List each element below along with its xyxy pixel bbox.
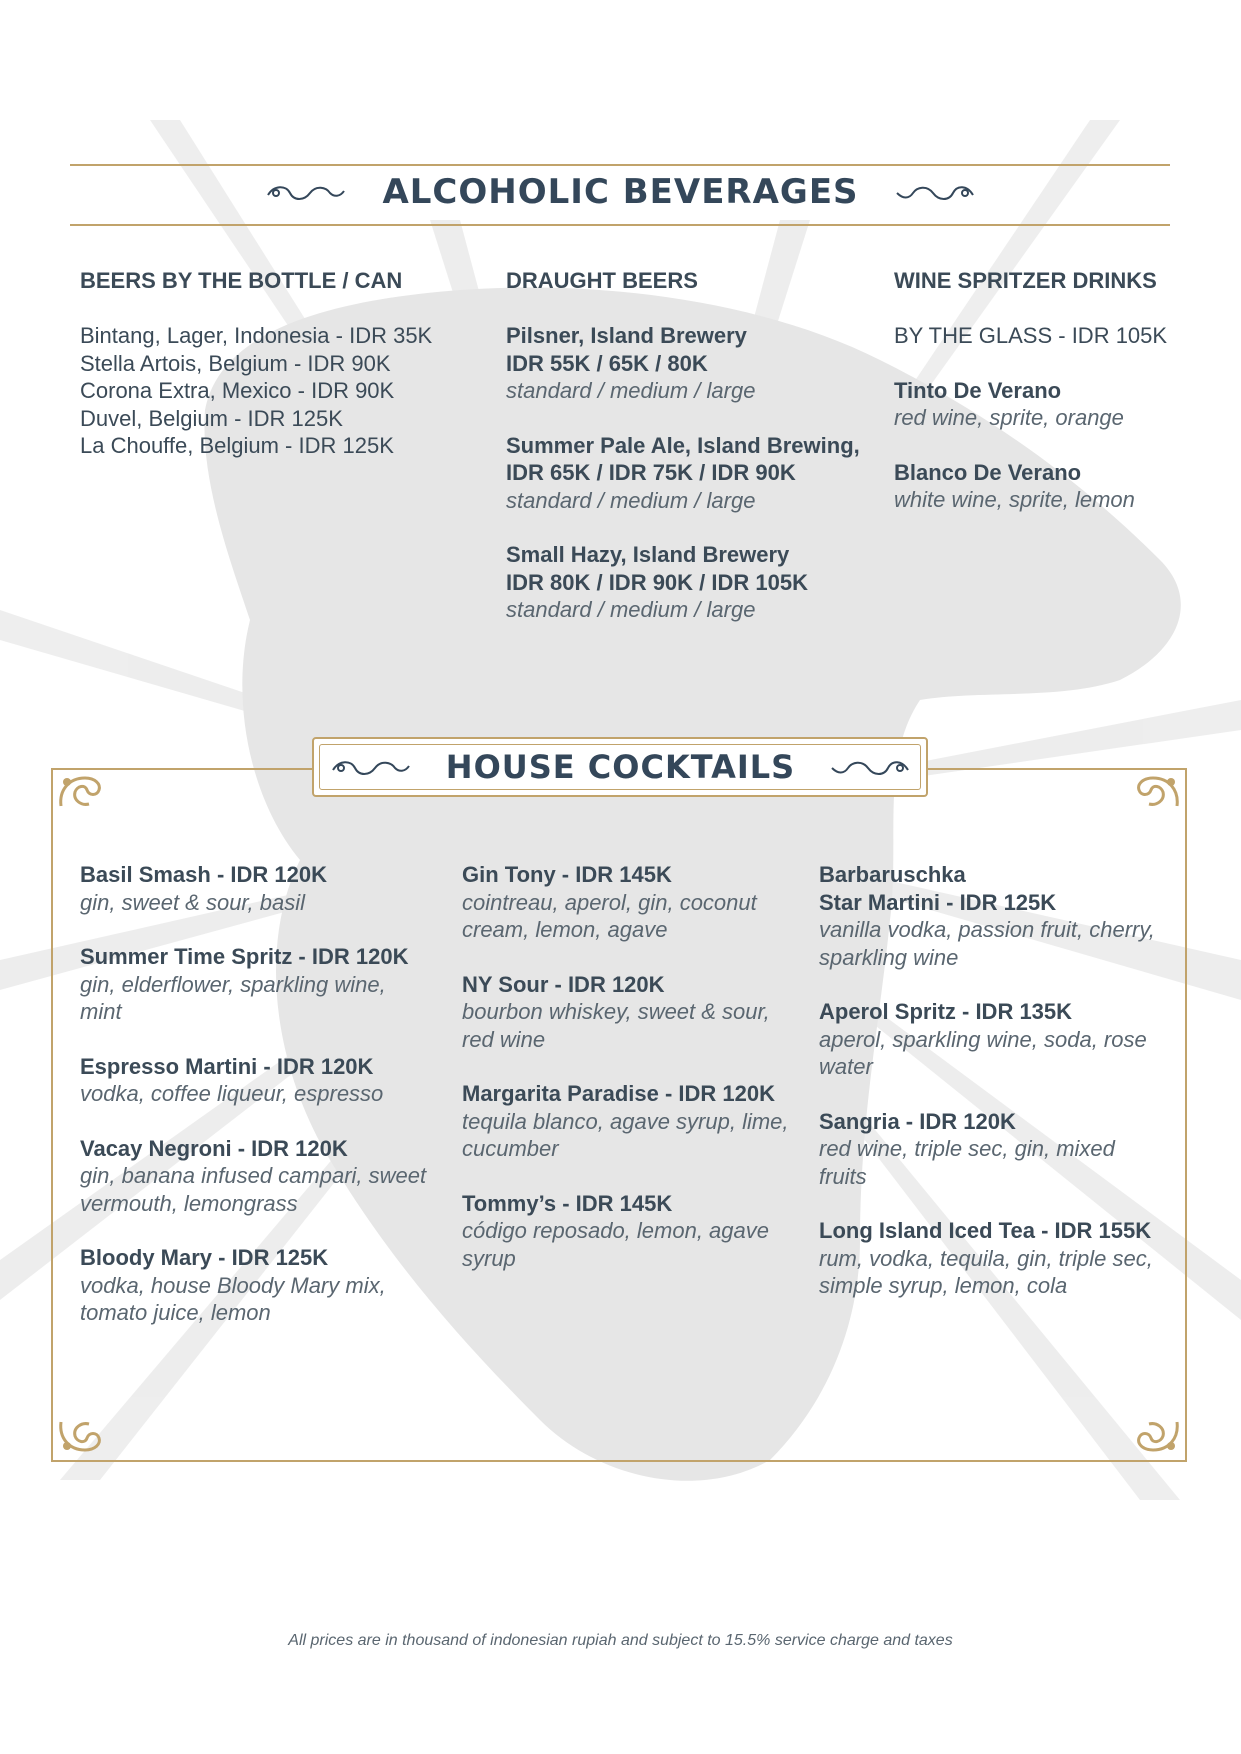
- item-name: NY Sour - IDR 120K: [462, 971, 665, 997]
- item-description: aperol, sparkling wine, soda, rose water: [819, 1026, 1147, 1079]
- corner-ornament-icon: [1131, 1414, 1183, 1458]
- item-description: vanilla vodka, passion fruit, cherry, sparkling wine: [819, 917, 1155, 970]
- spritzer-heading: WINE SPRITZER DRINKS: [894, 268, 1157, 293]
- item-name: Espresso Martini - IDR 120K: [80, 1053, 374, 1079]
- item-name: Margarita Paradise - IDR 120K: [462, 1081, 776, 1106]
- item-price: IDR 80K / IDR 90K / IDR 105K: [506, 569, 808, 595]
- cocktails-column-1: [80, 861, 430, 1354]
- alcoholic-title-row: [0, 172, 1241, 212]
- list-item: [80, 1135, 430, 1218]
- bottle-beers-heading: BEERS BY THE BOTTLE / CAN: [80, 268, 403, 293]
- item-description: standard / medium / large: [506, 597, 756, 622]
- item-name: Blanco De Verano: [894, 459, 1082, 485]
- item-name: Vacay Negroni - IDR 120K: [80, 1135, 348, 1161]
- item-name: Summer Pale Ale, Island Brewing,: [506, 432, 860, 458]
- list-item: [80, 943, 430, 1026]
- item-name: Small Hazy, Island Brewery: [506, 542, 790, 567]
- item-name: Gin Tony - IDR 145K: [462, 862, 672, 887]
- list-item: [506, 432, 860, 515]
- list-item: [80, 1053, 430, 1108]
- list-item: Stella Artois, Belgium - IDR 90K: [80, 350, 391, 376]
- list-item: Duvel, Belgium - IDR 125K: [80, 405, 343, 431]
- item-description: rum, vodka, tequila, gin, triple sec, simple syrup, lemon, cola: [819, 1245, 1153, 1298]
- spritzer-column: [894, 268, 1167, 541]
- item-description: gin, elderflower, sparkling wine, mint: [80, 971, 386, 1024]
- draught-beers-heading: DRAUGHT BEERS: [506, 268, 698, 293]
- list-item: [819, 998, 1159, 1081]
- item-description: gin, sweet & sour, basil: [80, 889, 306, 915]
- corner-ornament-icon: [55, 1414, 107, 1458]
- list-item: [506, 322, 860, 405]
- flourish-left-icon: [329, 756, 411, 778]
- item-name-line-2: Star Martini - IDR 125K: [819, 889, 1057, 915]
- item-description: vodka, house Bloody Mary mix, tomato juice, lemon: [80, 1272, 386, 1325]
- cocktails-title: HOUSE COCKTAILS: [445, 748, 796, 786]
- flourish-right-icon: [895, 181, 977, 203]
- item-name: Tommy’s - IDR 145K: [462, 1190, 673, 1216]
- cocktails-column-3: [819, 861, 1159, 1327]
- top-rule: [70, 164, 1170, 166]
- list-item: Bintang, Lager, Indonesia - IDR 35K: [80, 323, 433, 348]
- item-name: Long Island Iced Tea - IDR 155K: [819, 1218, 1152, 1243]
- alcoholic-title: ALCOHOLIC BEVERAGES: [382, 172, 859, 212]
- list-item: La Chouffe, Belgium - IDR 125K: [80, 433, 394, 458]
- list-item: [819, 861, 1159, 971]
- list-item: [462, 1080, 792, 1163]
- item-name: Aperol Spritz - IDR 135K: [819, 999, 1073, 1024]
- item-description: bourbon whiskey, sweet & sour, red wine: [462, 999, 770, 1052]
- item-name: Pilsner, Island Brewery: [506, 323, 747, 348]
- list-item: [894, 377, 1167, 432]
- item-description: standard / medium / large: [506, 378, 756, 403]
- item-description: white wine, sprite, lemon: [894, 487, 1135, 512]
- item-price: IDR 65K / IDR 75K / IDR 90K: [506, 460, 796, 485]
- cocktails-column-2: [462, 861, 792, 1299]
- draught-beers-column: [506, 268, 860, 651]
- item-name: Tinto De Verano: [894, 377, 1062, 403]
- list-item: [894, 459, 1167, 514]
- item-description: cointreau, aperol, gin, coconut cream, lemon, agave: [462, 889, 757, 942]
- item-name: Bloody Mary - IDR 125K: [80, 1245, 329, 1270]
- bottom-rule: [70, 224, 1170, 226]
- list-item: Corona Extra, Mexico - IDR 90K: [80, 378, 395, 403]
- cocktails-title-row: [0, 748, 1241, 786]
- item-description: tequila blanco, agave syrup, lime, cucumber: [462, 1108, 789, 1161]
- list-item: [80, 861, 430, 916]
- item-description: vodka, coffee liqueur, espresso: [80, 1081, 384, 1106]
- list-item: [462, 861, 792, 944]
- item-description: código reposado, lemon, agave syrup: [462, 1218, 769, 1271]
- item-description: red wine, triple sec, gin, mixed fruits: [819, 1136, 1115, 1189]
- item-name: Sangria - IDR 120K: [819, 1108, 1016, 1134]
- list-item: [819, 1217, 1159, 1300]
- item-price: IDR 55K / 65K / 80K: [506, 350, 708, 376]
- glass-price-line: [894, 322, 1167, 350]
- bottle-beers-column: [80, 268, 432, 460]
- list-item: [819, 1108, 1159, 1191]
- item-description: red wine, sprite, orange: [894, 405, 1124, 430]
- list-item: [80, 1244, 430, 1327]
- flourish-right-icon: [830, 756, 912, 778]
- footer-note: All prices are in thousand of indonesian rupiah and subject to 15.5% service charge and taxes: [288, 1632, 953, 1649]
- glass-price: BY THE GLASS - IDR 105K: [894, 323, 1168, 348]
- list-item: [462, 971, 792, 1054]
- item-name: Basil Smash - IDR 120K: [80, 862, 327, 887]
- item-name: Barbaruschka: [819, 862, 966, 887]
- item-description: standard / medium / large: [506, 487, 756, 513]
- item-description: gin, banana infused campari, sweet vermouth, lemongrass: [80, 1163, 427, 1216]
- list-item: [506, 541, 860, 624]
- item-name: Summer Time Spritz - IDR 120K: [80, 944, 409, 969]
- flourish-left-icon: [264, 181, 346, 203]
- list-item: [462, 1190, 792, 1273]
